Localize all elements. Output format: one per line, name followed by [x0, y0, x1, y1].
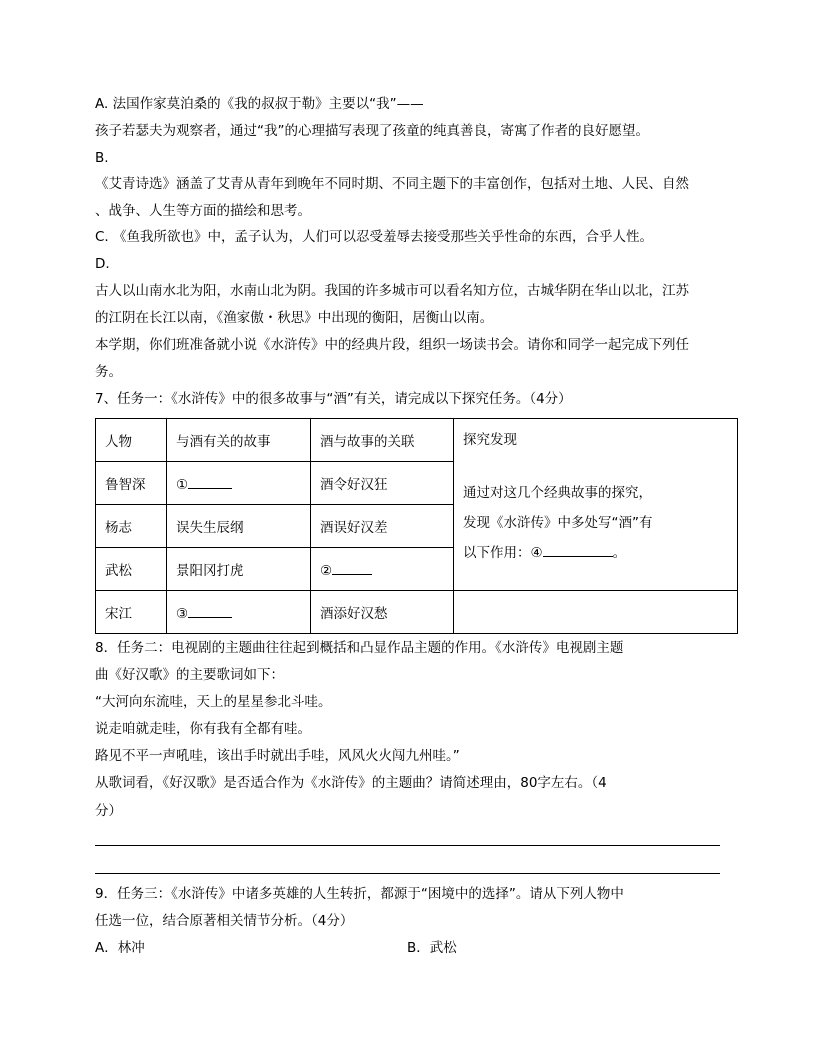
option-c-line: C. 《鱼我所欲也》中，孟子认为，人们可以忍受羞辱去接受那些关乎性命的东西，合乎人性。 — [95, 229, 654, 245]
discovery-line3-prefix: 以下作用：④ — [463, 545, 543, 561]
q7-stem: 7、任务一：《水浒传》中的很多故事与“酒”有关，请完成以下探究任务。（4分） — [95, 391, 572, 407]
discovery-line2: 发现《水浒传》中多处写“酒”有 — [463, 515, 653, 531]
cell-person: 杨志 — [96, 505, 167, 548]
q9-option-b: B．武松 — [407, 940, 457, 956]
discovery-line1: 通过对这几个经典故事的探究， — [463, 485, 652, 501]
q8-line1: 8．任务二：电视剧的主题曲往往起到概括和凸显作品主题的作用。《水浒传》电视剧主题 — [95, 640, 624, 656]
option-a-line2: 孩子若瑟夫为观察者，通过“我”的心理描写表现了孩童的纯真善良，寄寓了作者的良好愿望。 — [95, 123, 649, 139]
discovery-cell — [454, 419, 738, 591]
option-b-line2: 、战争、人生等方面的描绘和思考。 — [95, 203, 311, 219]
discovery-line3 — [463, 542, 737, 564]
answer-blank-3[interactable] — [188, 603, 232, 618]
table-row — [96, 591, 738, 634]
cell-person: 宋江 — [96, 591, 167, 634]
option-b-line1: 《艾青诗选》涵盖了艾青从青年到晚年不同时期、不同主题下的丰富创作，包括对土地、人民、自然 — [95, 176, 689, 192]
answer-blank-1[interactable] — [188, 474, 232, 489]
answer-writing-line[interactable] — [95, 845, 720, 846]
q8-question: 从歌词看，《好汉歌》是否适合作为《水浒传》的主题曲？请简述理由，80字左右。（4 — [95, 775, 607, 791]
q8-lyric1: “大河向东流哇，天上的星星参北斗哇。 — [95, 694, 332, 710]
cell-story: 误失生辰纲 — [167, 505, 311, 548]
q8-lyric3: 路见不平一声吼哇，该出手时就出手哇，风风火火闯九州哇。” — [95, 748, 460, 764]
answer-blank-4[interactable] — [543, 542, 613, 557]
cell-person: 鲁智深 — [96, 462, 167, 505]
wine-story-table — [95, 418, 738, 634]
intro-line1: 本学期，你们班准备就小说《水浒传》中的经典片段，组织一场读书会。请你和同学一起完成下列任 — [95, 337, 689, 353]
option-a-line1: A. 法国作家莫泊桑的《我的叔叔于勒》主要以“我”—— — [95, 96, 424, 112]
cell-person: 武松 — [96, 548, 167, 591]
discovery-line3-suffix: 。 — [612, 545, 627, 561]
q8-lyric2: 说走咱就走哇，你有我有全都有哇。 — [95, 721, 311, 737]
answer-blank-2[interactable] — [332, 560, 372, 575]
table-header-row — [96, 419, 738, 462]
intro-line2: 务。 — [95, 364, 122, 380]
q8-line2: 曲《好汉歌》的主要歌词如下： — [95, 667, 284, 683]
header-story: 与酒有关的故事 — [167, 419, 311, 462]
discovery-title: 探究发现 — [463, 432, 517, 448]
q8-score-tail: 分） — [95, 803, 122, 819]
cell-relation: 酒误好汉差 — [311, 505, 454, 548]
header-relation: 酒与故事的关联 — [311, 419, 454, 462]
cell-story: 景阳冈打虎 — [167, 548, 311, 591]
option-b-label: B. — [95, 150, 109, 166]
q9-line2: 任选一位，结合原著相关情节分析。（4分） — [95, 913, 354, 929]
empty-cell — [454, 591, 738, 634]
cell-story — [167, 591, 311, 634]
blank-marker: ① — [176, 476, 189, 493]
option-d-line1: 古人以山南水北为阳，水南山北为阴。我国的许多城市可以看名知方位，古城华阴在华山以北，江苏 — [95, 283, 689, 299]
blank-marker: ③ — [176, 605, 189, 622]
header-person: 人物 — [96, 419, 167, 462]
option-d-line2: 的江阴在长江以南，《渔家傲・秋思》中出现的衡阳，居衡山以南。 — [95, 310, 494, 326]
cell-story — [167, 462, 311, 505]
q9-line1: 9．任务三：《水浒传》中诸多英雄的人生转折，都源于“困境中的选择”。请从下列人物中 — [95, 886, 624, 902]
q9-option-a: A．林冲 — [95, 940, 145, 956]
cell-relation — [311, 548, 454, 591]
blank-marker: ② — [320, 562, 333, 579]
option-d-label: D. — [95, 256, 110, 272]
answer-writing-line[interactable] — [95, 873, 720, 874]
cell-relation: 酒令好汉狂 — [311, 462, 454, 505]
cell-relation: 酒添好汉愁 — [311, 591, 454, 634]
